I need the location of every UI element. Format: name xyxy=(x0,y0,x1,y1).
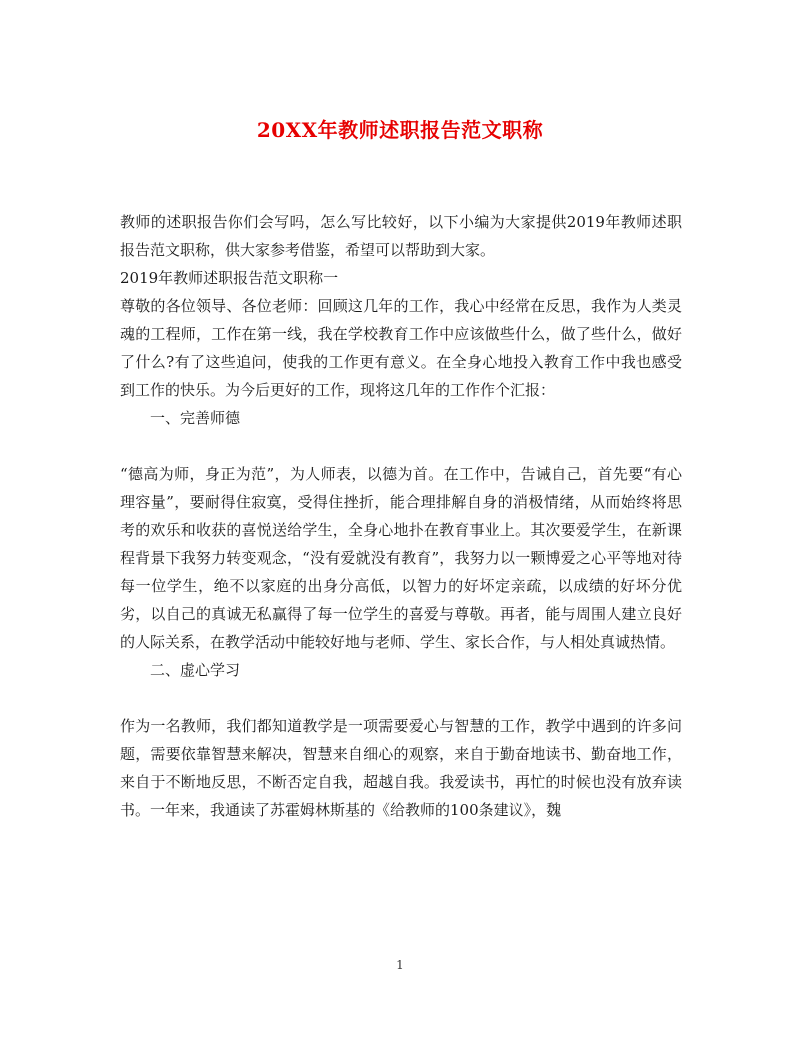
paragraph-gap xyxy=(120,684,682,712)
section-paragraph-1: “德高为师，身正为范”，为人师表，以德为首。在工作中，告诫自己，首先要“有心理容量”，要耐得住寂寞，受得住挫折，能合理排解自身的消极情绪，从而始终将思考的欢乐和收获的喜悦送给学生，全身心地扑在教育事业上。其次要爱学生，在新课程背景下我努力转变观念，“没有爱就没有教育”，我努力以一颗博爱之心平等地对待每一位学生，绝不以家庭的出身分高低，以智力的好坏定亲疏，以成绩的好坏分优劣，以自己的真诚无私赢得了每一位学生的喜爱与尊敬。再者，能与周围人建立良好的人际关系，在教学活动中能较好地与老师、学生、家长合作，与人相处真诚热情。 xyxy=(120,465,682,651)
page-number: 1 xyxy=(396,958,404,972)
document-body xyxy=(120,208,682,824)
section-heading-2: 二、虚心学习 xyxy=(150,661,241,679)
paragraph-gap xyxy=(120,432,682,460)
document-title: 20XX年教师述职报告范文职称 xyxy=(256,118,544,142)
intro-paragraph: 教师的述职报告你们会写吗，怎么写比较好，以下小编为大家提供2019年教师述职报告范文职称，供大家参考借鉴，希望可以帮助到大家。 xyxy=(120,213,682,259)
opening-paragraph: 尊敬的各位领导、各位老师：回顾这几年的工作，我心中经常在反思，我作为人类灵魂的工程师，工作在第一线，我在学校教育工作中应该做些什么，做了些什么，做好了什么?有了这些追问，使我的工作更有意义。在全身心地投入教育工作中我也感受到工作的快乐。为今后更好的工作，现将这几年的工作作个汇报： xyxy=(120,297,682,399)
section-heading-1: 一、完善师德 xyxy=(150,409,241,427)
section-paragraph-2: 作为一名教师，我们都知道教学是一项需要爱心与智慧的工作，教学中遇到的许多问题，需要依靠智慧来解决，智慧来自细心的观察，来自于勤奋地读书、勤奋地工作，来自于不断地反思，不断否定自我，超越自我。我爱读书，再忙的时候也没有放弃读书。一年来，我通读了苏霍姆林斯基的《给教师的100条建议》，魏 xyxy=(120,717,682,819)
subtitle-line: 2019年教师述职报告范文职称一 xyxy=(120,269,339,287)
